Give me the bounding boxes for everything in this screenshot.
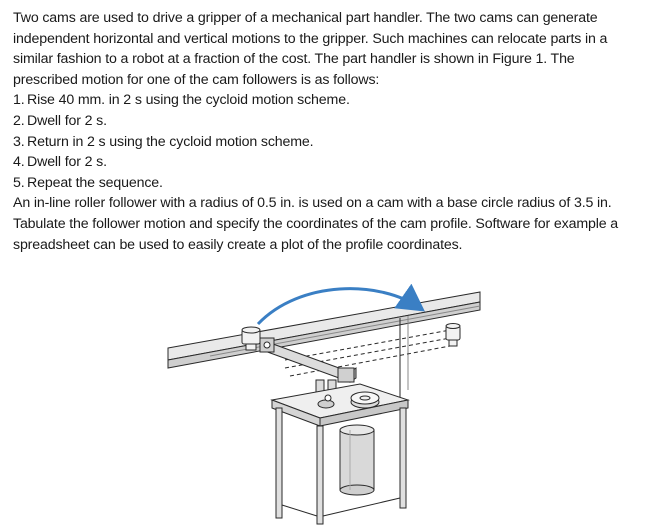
list-item: 5. Repeat the sequence. [13,174,163,191]
intro-paragraph: Two cams are used to drive a gripper of a mechanical part handler. The two cams can generate independent horizontal and vertical motions to the gripper. Such machines can relocate parts in a similar fashion to a robot at a fraction of the cost. The part handler is shown in Figure 1. The prescribed motion for one of the cam followers is as follows: [13,10,608,88]
closing-paragraph: An in-line roller follower with a radius of 0.5 in. is used on a cam with a base circle radius of 3.5 in. Tabulate the follower motion and specify the coordinates of the cam profile. Software for example a spreadsheet can be used to easily create a plot of the profile coordinates. [13,195,619,253]
problem-text [13,8,643,255]
motion-steps-list [13,90,643,193]
list-item: 1. Rise 40 mm. in 2 s using the cycloid motion scheme. [13,92,350,109]
list-item: 4. Dwell for 2 s. [13,154,107,171]
list-item: 3. Return in 2 s using the cycloid motion scheme. [13,133,314,150]
part-handler-figure [150,280,510,525]
part-place-position [446,324,460,347]
list-item: 2. Dwell for 2 s. [13,112,107,129]
cam-table [272,384,408,524]
conveyor-belt [168,292,480,360]
